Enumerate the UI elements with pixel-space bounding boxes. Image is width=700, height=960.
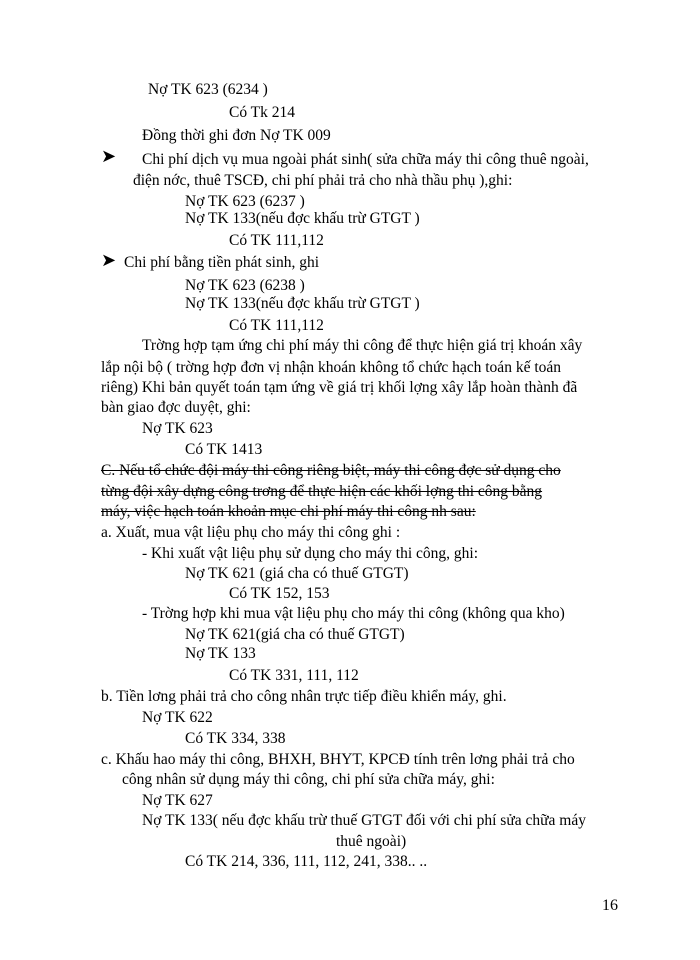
text-line: riêng) Khi bản quyết toán tạm ứng về giá trị khối lợng xây lắp hoàn thành đã [101,379,578,396]
text-line: Nợ TK 133(nếu đợc khấu trừ GTGT ) [185,295,420,312]
text-line: Nợ TK 621(giá cha có thuế GTGT) [185,626,405,643]
text-line: Nợ TK 623 (6238 ) [185,277,305,294]
text-line: công nhân sử dụng máy thi công, chi phí sửa chữa máy, ghi: [122,771,495,788]
text-line: Có TK 152, 153 [229,585,330,602]
text-line: c. Khấu hao máy thi công, BHXH, BHYT, KPCĐ tính trên lơng phải trả cho [101,751,575,768]
text-line: lắp nội bộ ( trờng hợp đơn vị nhận khoán không tổ chức hạch toán kế toán [101,359,562,376]
text-line-struck: C. Nếu tổ chức đội máy thi công riêng biệt, máy thi công đợc sử dụng cho [101,462,561,479]
text-line: b. Tiền lơng phải trả cho công nhân trực tiếp điều khiển máy, ghi. [101,688,507,705]
page-number: 16 [602,897,618,914]
text-line: Nợ TK 133 [185,645,256,662]
text-line: Có TK 331, 111, 112 [229,667,359,684]
text-line: a. Xuất, mua vật liệu phụ cho máy thi công ghi : [101,524,401,541]
text-line: - Trờng hợp khi mua vật liệu phụ cho máy thi công (không qua kho) [142,605,565,622]
text-line-struck: từng đội xây dựng công trơng để thực hiện các khối lợng thi công bằng [101,483,543,500]
text-line: Có TK 111,112 [229,232,324,249]
text-line: Nợ TK 621 (giá cha có thuế GTGT) [185,565,409,582]
text-line: Có Tk 214 [229,104,296,121]
text-line: Chi phí dịch vụ mua ngoài phát sinh( sửa chữa máy thi công thuê ngoài, [142,151,589,168]
text-line: Chi phí bằng tiền phát sinh, ghi [124,254,320,271]
arrow-bullet-icon: ➤ [101,250,117,270]
arrow-bullet-icon: ➤ [101,146,117,166]
text-line: Nợ TK 622 [142,709,213,726]
text-line-struck: máy, việc hạch toán khoản mục chi phí máy thi công nh sau: [101,503,476,520]
text-line: Có TK 111,112 [229,317,324,334]
text-line: Nợ TK 627 [142,792,213,809]
text-line: Nợ TK 623 (6237 ) [185,193,305,210]
text-line: bàn giao đợc duyệt, ghi: [101,399,251,416]
text-line: Nợ TK 133(nếu đợc khấu trừ GTGT ) [185,210,420,227]
text-line: Trờng hợp tạm ứng chi phí máy thi công để thực hiện giá trị khoán xây [142,337,583,354]
text-line: - Khi xuất vật liệu phụ sử dụng cho máy thi công, ghi: [142,545,479,562]
text-line: điện nớc, thuê TSCĐ, chi phí phải trả cho nhà thầu phụ ),ghi: [133,172,513,189]
text-line: Có TK 1413 [185,441,263,458]
text-line: thuê ngoài) [336,833,407,850]
text-line: Có TK 334, 338 [185,730,286,747]
text-line: Nợ TK 133( nếu đợc khấu trừ thuế GTGT đối với chi phí sửa chữa máy [142,812,586,829]
text-line: Đồng thời ghi đơn Nợ TK 009 [142,127,331,144]
text-line: Có TK 214, 336, 111, 112, 241, 338.. .. [185,853,428,870]
text-line: Nợ TK 623 (6234 ) [148,81,268,98]
text-line: Nợ TK 623 [142,420,213,437]
